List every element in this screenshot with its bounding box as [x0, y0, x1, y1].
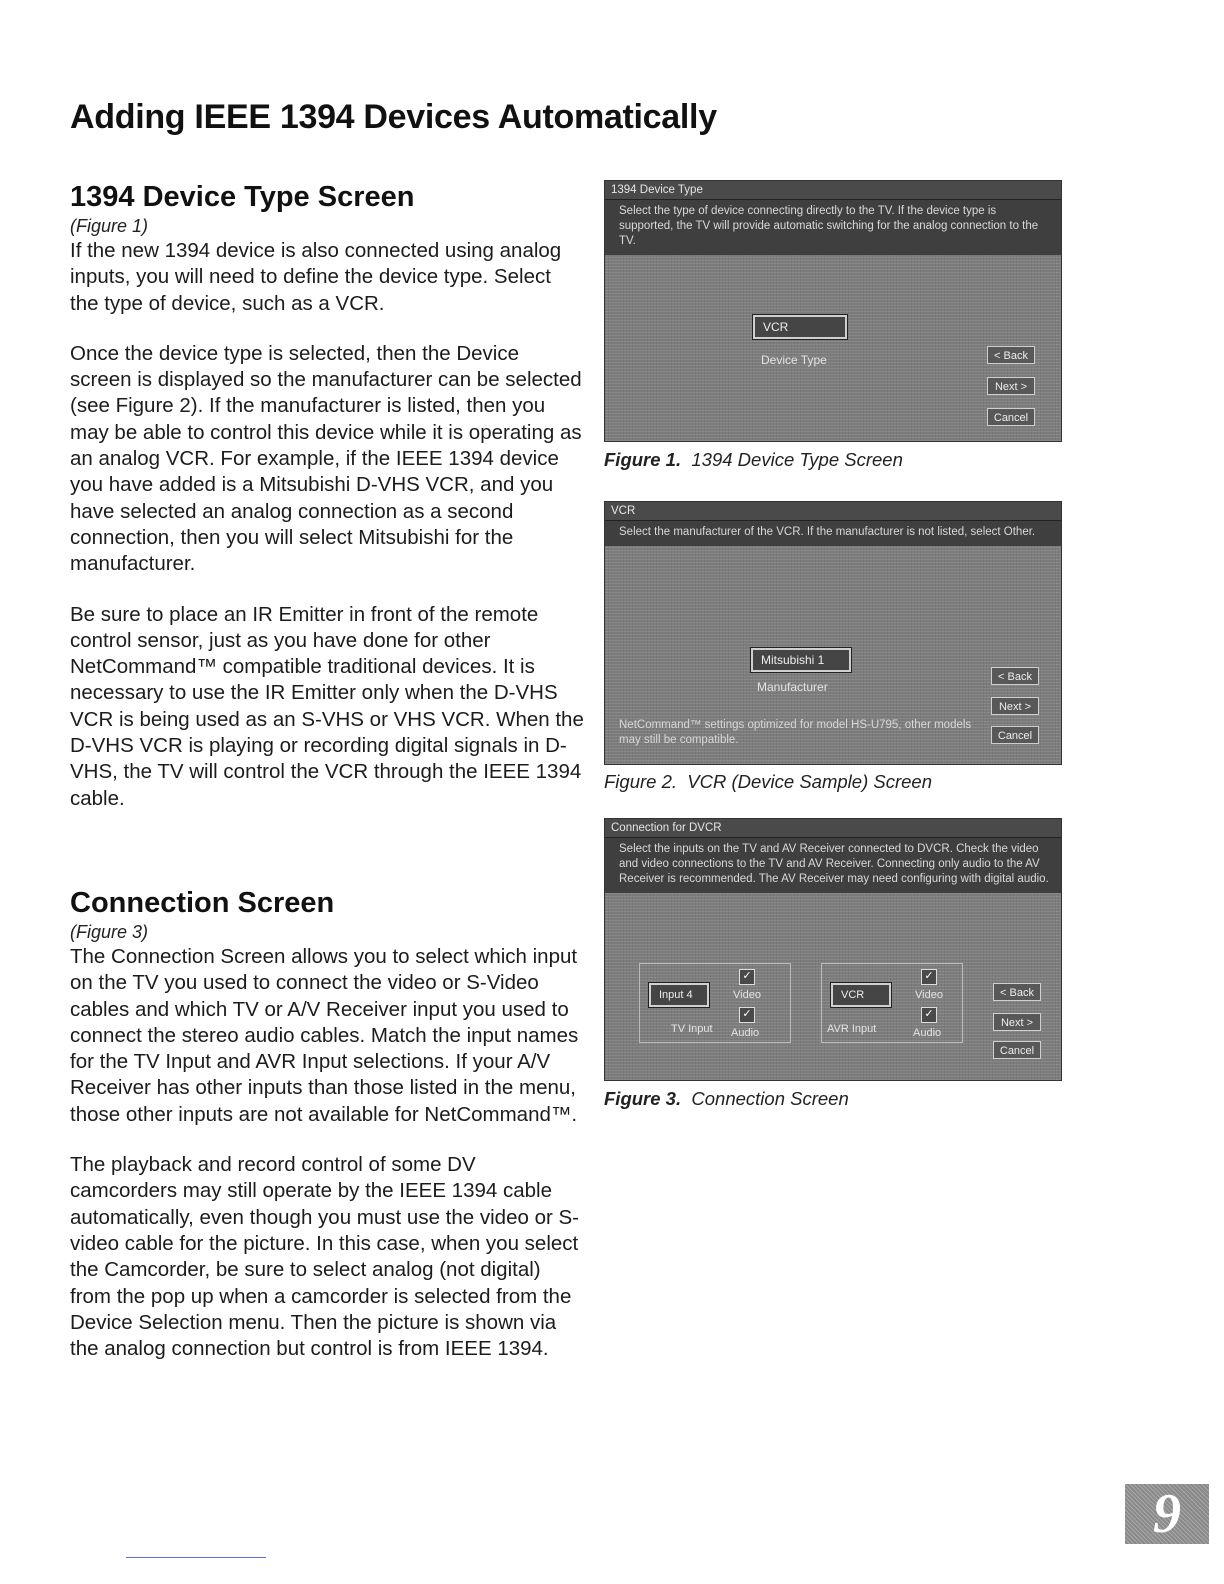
paragraph: Be sure to place an IR Emitter in front of the remote control sensor, just as you have done for other NetCommand™ compatible traditional devices. It is necessary to use the IR Emitter only when the D-VHS VCR is being used as an S-VHS or VHS VCR. When the D-VHS VCR is playing or recording digital signals in D-VHS, the TV will control the VCR through the IEEE 1394 cable. — [70, 602, 584, 810]
back-button[interactable]: < Back — [991, 667, 1039, 685]
caption-label: Figure 1. — [604, 449, 682, 470]
next-button[interactable]: Next > — [993, 1013, 1041, 1031]
manufacturer-label: Manufacturer — [757, 680, 828, 694]
figure-reference: (Figure 3) — [70, 922, 149, 942]
section-device-type — [70, 180, 585, 812]
figure-2-screenshot — [604, 501, 1062, 765]
paragraph: If the new 1394 device is also connected using analog inputs, you will need to define the device type. Select the type of device, such as a VCR. — [70, 239, 562, 315]
paragraph: The Connection Screen allows you to select which input on the TV you used to connect the video or S-Video cables and which TV or A/V Receiver input you used to connect the stereo audio cables. Match the input names for the TV Input and AVR Input selections. If your A/V Receiver has other inputs than those listed in the menu, those other inputs are not available for NetCommand™. — [70, 945, 579, 1126]
figure-1-screenshot — [604, 180, 1062, 442]
tv-audio-checkbox[interactable]: ✓ — [739, 1007, 755, 1023]
figure-3-caption — [604, 1088, 849, 1110]
manufacturer-selector[interactable]: Mitsubishi 1 — [751, 648, 851, 672]
device-type-label: Device Type — [761, 353, 827, 367]
tv-video-checkbox[interactable]: ✓ — [739, 969, 755, 985]
back-button[interactable]: < Back — [987, 346, 1035, 364]
caption-text: 1394 Device Type Screen — [691, 449, 903, 470]
next-button[interactable]: Next > — [987, 377, 1035, 395]
figure-3-screenshot — [604, 818, 1062, 1081]
next-button[interactable]: Next > — [991, 697, 1039, 715]
screen-title: Connection for DVCR — [605, 819, 1061, 838]
tv-input-label: TV Input — [671, 1023, 713, 1035]
cancel-button[interactable]: Cancel — [993, 1041, 1041, 1059]
screen-description: Select the inputs on the TV and AV Receiver connected to DVCR. Check the video and video connections to the TV and AV Receiver. Connecting only audio to the AV Receiver is recommended. The AV Receiver may need configuring with digital audio. — [605, 838, 1061, 893]
caption-text: Connection Screen — [691, 1088, 849, 1109]
caption-label: Figure 2. — [604, 771, 678, 792]
video-label: Video — [915, 989, 943, 1001]
audio-label: Audio — [913, 1027, 942, 1039]
section-connection — [70, 886, 585, 1362]
device-type-selector[interactable]: VCR — [753, 315, 847, 339]
caption-label: Figure 3. — [604, 1088, 682, 1109]
avr-input-label: AVR Input — [827, 1023, 877, 1035]
page-number: 9 — [1125, 1484, 1209, 1544]
tv-input-selector[interactable]: Input 4 — [649, 983, 709, 1007]
avr-video-checkbox[interactable]: ✓ — [921, 969, 937, 985]
audio-label: Audio — [731, 1027, 760, 1039]
cancel-button[interactable]: Cancel — [987, 408, 1035, 426]
figure-2-caption — [604, 771, 932, 793]
figure-reference: (Figure 1) — [70, 216, 149, 236]
section-heading: Connection Screen — [70, 887, 335, 919]
page-title: Adding IEEE 1394 Devices Automatically — [70, 98, 717, 136]
video-label: Video — [733, 989, 761, 1001]
compatibility-note: NetCommand™ settings optimized for model HS-U795, other models may still be compatible. — [619, 719, 972, 746]
paragraph: The playback and record control of some DV camcorders may still operate by the IEEE 1394 cable automatically, even though you must use the video or S-video cable for the picture. In this case, when you select the Camcorder, be sure to select analog (not digital) from the pop up when a camcorder is selected from the Device Selection menu. Then the picture is shown via the analog connection but control is from IEEE 1394. — [70, 1153, 579, 1361]
cancel-button[interactable]: Cancel — [991, 726, 1039, 744]
paragraph: Once the device type is selected, then the Device screen is displayed so the manufacturer can be selected (see Figure 2). If the manufacturer is listed, then you may be able to control this device while it is operating as an analog VCR. For example, if the IEEE 1394 device you have added is a Mitsubishi D-VHS VCR, and you have selected an analog connection as a second connection, then you will select Mitsubishi for the manufacturer. — [70, 341, 582, 576]
screen-title: 1394 Device Type — [605, 181, 1061, 200]
caption-text: VCR (Device Sample) Screen — [687, 771, 932, 792]
screen-title: VCR — [605, 502, 1061, 521]
footer-rule — [126, 1557, 266, 1558]
avr-audio-checkbox[interactable]: ✓ — [921, 1007, 937, 1023]
screen-description: Select the type of device connecting directly to the TV. If the device type is supported, the TV will provide automatic switching for the analog connection to the TV. — [605, 200, 1061, 255]
screen-description: Select the manufacturer of the VCR. If the manufacturer is not listed, select Other. — [605, 521, 1061, 546]
section-heading: 1394 Device Type Screen — [70, 181, 415, 213]
figure-1-caption — [604, 449, 903, 471]
avr-input-selector[interactable]: VCR — [831, 983, 891, 1007]
back-button[interactable]: < Back — [993, 983, 1041, 1001]
